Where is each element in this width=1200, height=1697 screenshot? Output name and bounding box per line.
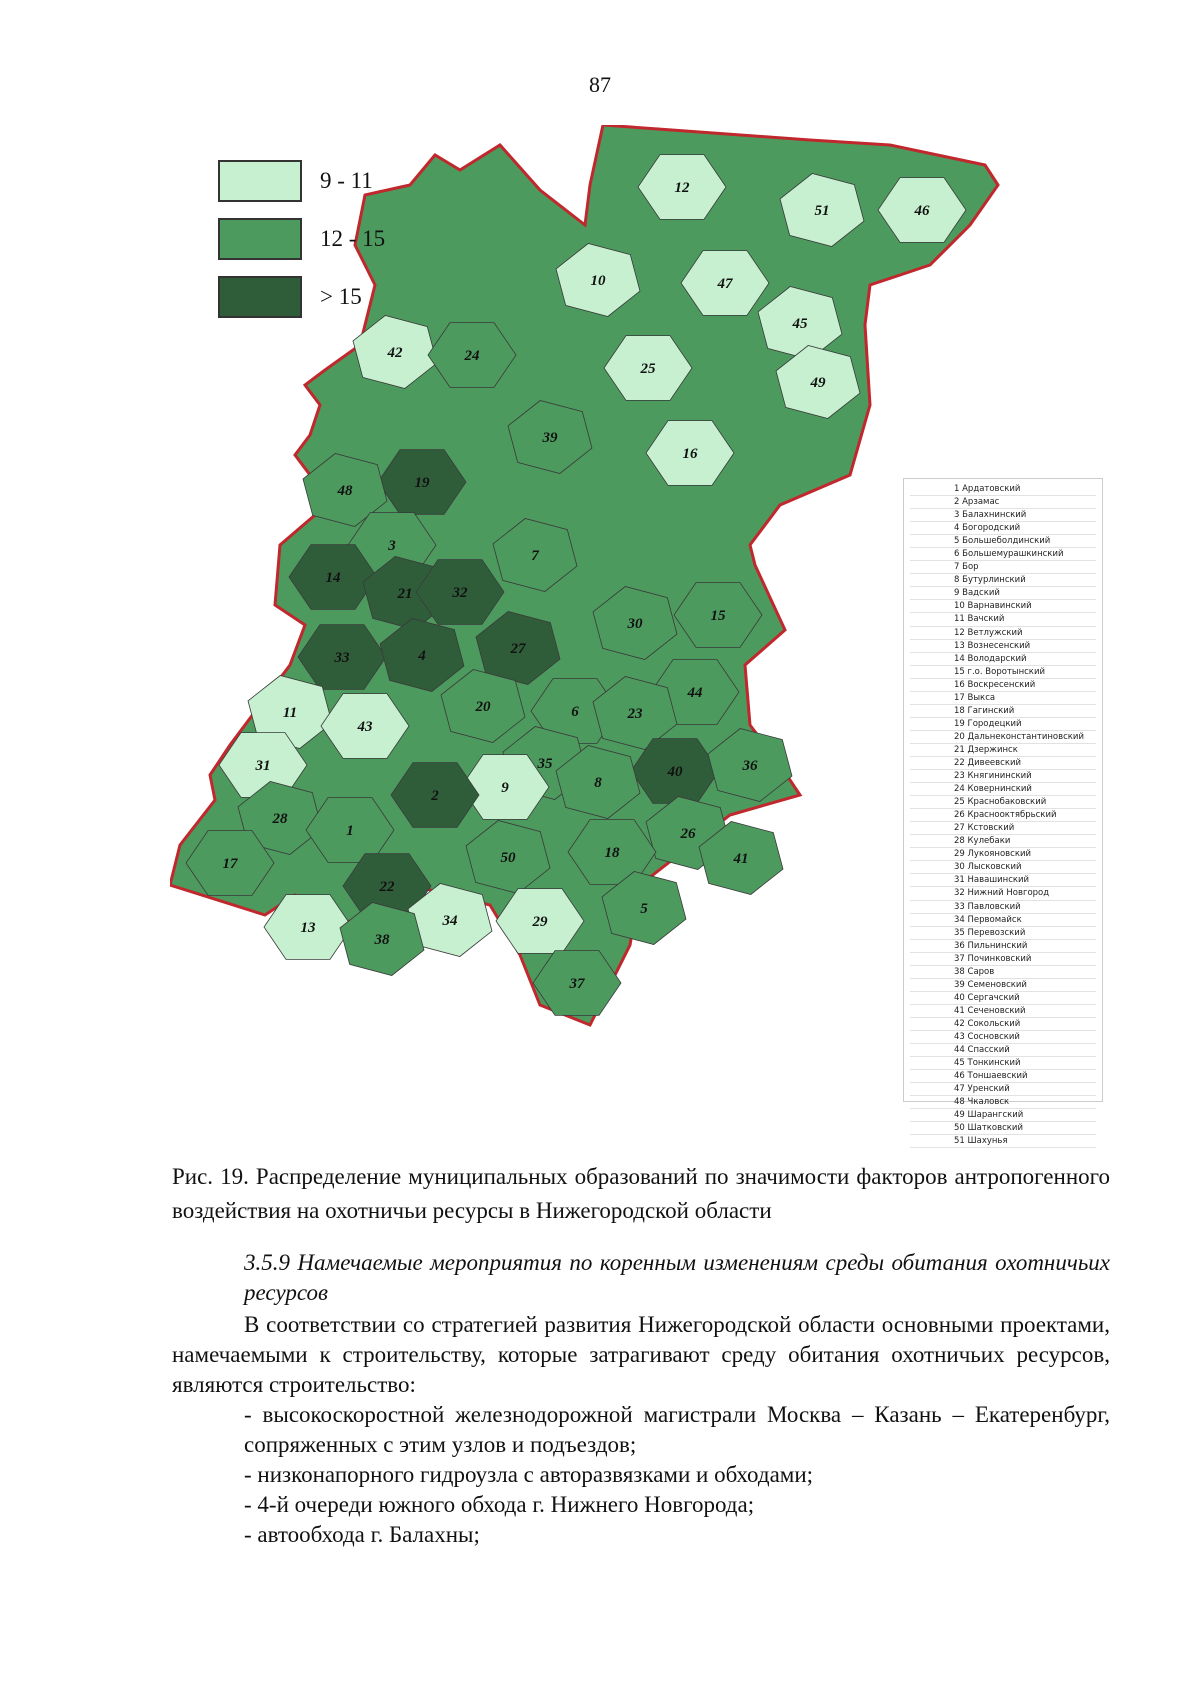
district-label-5: 5 [640, 901, 648, 917]
figure-caption: Рис. 19. Распределение муниципальных образований по значимости факторов антропогенного воздействия на охотничьи ресурсы в Нижегородской области [172, 1164, 1110, 1223]
district-label-20: 20 [475, 699, 491, 715]
district-label-8: 8 [594, 775, 602, 791]
district-label-3: 3 [388, 538, 396, 554]
index-row: 1 Ардатовский [910, 483, 1096, 496]
district-label-35: 35 [537, 756, 553, 772]
district-label-46: 46 [914, 203, 930, 219]
district-label-41: 41 [733, 851, 749, 867]
district-label-51: 51 [814, 203, 830, 219]
district-label-39: 39 [542, 430, 558, 446]
legend-item-mid [218, 218, 385, 260]
section-title [172, 1248, 1110, 1308]
legend-label-mid: 12 - 15 [320, 226, 386, 251]
district-label-32: 32 [452, 585, 468, 601]
legend-label-low: 9 - 11 [320, 168, 373, 193]
district-label-9: 9 [501, 780, 509, 796]
district-label-29: 29 [532, 914, 548, 930]
bullet-item: - 4-й очереди южного обхода г. Нижнего Новгорода; [244, 1492, 755, 1517]
index-row: 17 Выкса [910, 692, 1096, 705]
district-label-33: 33 [334, 650, 350, 666]
district-label-14: 14 [325, 570, 341, 586]
index-row: 30 Лысковский [910, 861, 1096, 874]
district-label-2: 2 [431, 788, 439, 804]
index-row: 18 Гагинский [910, 705, 1096, 718]
index-row: 22 Дивеевский [910, 757, 1096, 770]
index-row: 20 Дальнеконстантиновский [910, 731, 1096, 744]
index-row: 35 Перевозский [910, 927, 1096, 940]
district-label-12: 12 [674, 180, 690, 196]
index-row: 51 Шахунья [910, 1135, 1096, 1148]
district-label-24: 24 [464, 348, 480, 364]
district-label-44: 44 [687, 685, 703, 701]
district-label-43: 43 [357, 719, 373, 735]
district-label-37: 37 [569, 976, 585, 992]
index-row: 16 Воскресенский [910, 679, 1096, 692]
index-row: 34 Первомайск [910, 914, 1096, 927]
index-row: 9 Вадский [910, 587, 1096, 600]
district-label-27: 27 [510, 641, 526, 657]
index-row: 2 Арзамас [910, 496, 1096, 509]
district-label-42: 42 [387, 345, 403, 361]
legend-swatch-low [218, 160, 302, 202]
index-row: 27 Кстовский [910, 822, 1096, 835]
index-row: 5 Большеболдинский [910, 535, 1096, 548]
district-label-45: 45 [792, 316, 808, 332]
district-label-47: 47 [717, 276, 733, 292]
index-row: 4 Богородский [910, 522, 1096, 535]
index-row: 33 Павловский [910, 901, 1096, 914]
bullet-item: - низконапорного гидроузла с авторазвязками и обходами; [244, 1462, 814, 1487]
district-label-25: 25 [640, 361, 656, 377]
index-row: 38 Саров [910, 966, 1096, 979]
index-row: 46 Тоншаевский [910, 1070, 1096, 1083]
index-row: 50 Шатковский [910, 1122, 1096, 1135]
index-row: 36 Пильнинский [910, 940, 1096, 953]
district-label-49: 49 [810, 375, 826, 391]
district-label-31: 31 [255, 758, 271, 774]
index-row: 42 Сокольский [910, 1018, 1096, 1031]
section-title-text: 3.5.9 Намечаемые мероприятия по коренным изменениям среды обитания охотничьих ресурсов [244, 1250, 1110, 1305]
index-row: 40 Сергачский [910, 992, 1096, 1005]
index-row: 31 Навашинский [910, 874, 1096, 887]
legend-item-low [218, 160, 385, 202]
district-label-26: 26 [680, 826, 696, 842]
index-row: 19 Городецкий [910, 718, 1096, 731]
index-row: 7 Бор [910, 561, 1096, 574]
index-row: 23 Княгининский [910, 770, 1096, 783]
index-row: 41 Сеченовский [910, 1005, 1096, 1018]
legend-swatch-high [218, 276, 302, 318]
index-row: 24 Ковернинский [910, 783, 1096, 796]
district-label-36: 36 [742, 758, 758, 774]
district-label-10: 10 [590, 273, 606, 289]
index-row: 48 Чкаловск [910, 1096, 1096, 1109]
bullet-item: - высокоскоростной железнодорожной магистрали Москва – Казань – Екатеренбург, сопряженных с этим узлов и подъездов; [244, 1402, 1110, 1457]
legend-item-high [218, 276, 385, 318]
index-row: 3 Балахнинский [910, 509, 1096, 522]
district-label-13: 13 [300, 920, 316, 936]
index-row: 45 Тонкинский [910, 1057, 1096, 1070]
index-row: 14 Володарский [910, 653, 1096, 666]
index-row: 21 Дзержинск [910, 744, 1096, 757]
index-row: 25 Краснобаковский [910, 796, 1096, 809]
district-label-16: 16 [682, 446, 698, 462]
district-label-22: 22 [379, 879, 395, 895]
district-label-38: 38 [374, 932, 390, 948]
page-number: 87 [589, 72, 611, 97]
index-row: 37 Починковский [910, 953, 1096, 966]
district-index [903, 478, 1103, 1147]
index-row: 39 Семеновский [910, 979, 1096, 992]
index-row: 29 Лукояновский [910, 848, 1096, 861]
index-row: 49 Шарангский [910, 1109, 1096, 1122]
index-row: 11 Вачский [910, 613, 1096, 626]
body-text [172, 1310, 1110, 1550]
district-label-40: 40 [667, 764, 683, 780]
index-row: 43 Сосновский [910, 1031, 1096, 1044]
index-row: 15 г.о. Воротынский [910, 666, 1096, 679]
district-label-7: 7 [531, 548, 539, 564]
district-label-17: 17 [222, 856, 238, 872]
district-label-48: 48 [337, 483, 353, 499]
index-row: 28 Кулебаки [910, 835, 1096, 848]
index-row: 12 Ветлужский [910, 627, 1096, 640]
index-row: 47 Уренский [910, 1083, 1096, 1096]
district-label-28: 28 [272, 811, 288, 827]
district-label-30: 30 [627, 616, 643, 632]
map-legend [218, 160, 385, 334]
district-label-4: 4 [418, 648, 426, 664]
district-label-15: 15 [710, 608, 726, 624]
district-label-18: 18 [604, 845, 620, 861]
index-row: 6 Большемурашкинский [910, 548, 1096, 561]
district-label-11: 11 [282, 705, 298, 721]
district-label-21: 21 [397, 586, 413, 602]
bullet-item: - автообхода г. Балахны; [244, 1522, 480, 1547]
index-row: 44 Спасский [910, 1044, 1096, 1057]
district-label-23: 23 [627, 706, 643, 722]
index-row: 26 Краснооктябрьский [910, 809, 1096, 822]
index-row: 32 Нижний Новгород [910, 887, 1096, 900]
index-row: 8 Бутурлинский [910, 574, 1096, 587]
district-label-34: 34 [442, 913, 458, 929]
index-row: 10 Варнавинский [910, 600, 1096, 613]
district-label-1: 1 [346, 823, 354, 839]
district-label-50: 50 [500, 850, 516, 866]
index-row: 13 Вознесенский [910, 640, 1096, 653]
district-label-6: 6 [571, 704, 579, 720]
legend-swatch-mid [218, 218, 302, 260]
legend-label-high: > 15 [320, 284, 362, 309]
district-label-19: 19 [414, 475, 430, 491]
intro-paragraph: В соответствии со стратегией развития Нижегородской области основными проектами, намечаемыми к строительству, которые затрагивают среду обитания охотничьих ресурсов, являются строительство: [172, 1312, 1110, 1397]
